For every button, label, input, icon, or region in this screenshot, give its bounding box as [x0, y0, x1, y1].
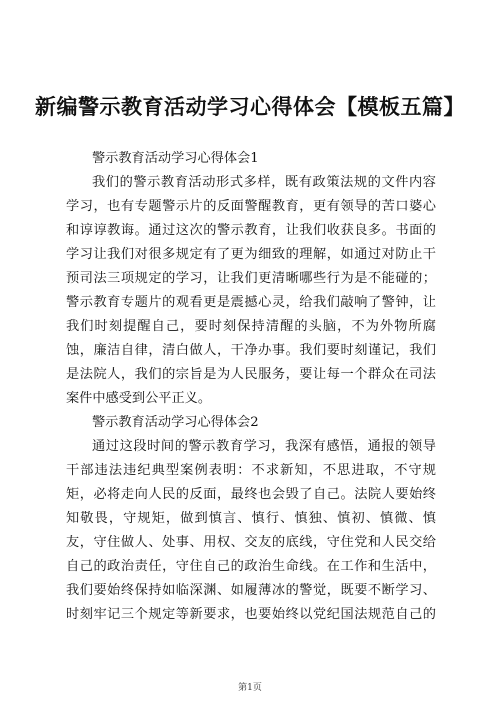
- section-heading-2: 警示教育活动学习心得体会2: [92, 415, 259, 430]
- paragraph-line: 警示教育专题片的观看更是震撼心灵，给我们敲响了警钟，让: [66, 295, 436, 310]
- paragraph-line: 学习让我们对很多规定有了更为细致的理解，如通过对防止干: [66, 247, 436, 262]
- paragraph-line: 预司法三项规定的学习，让我们更清晰哪些行为是不能碰的；: [66, 271, 436, 286]
- paragraph-line: 矩，必将走向人民的反面，最终也会毁了自己。法院人要始终: [66, 487, 436, 502]
- paragraph-line: 案件中感受到公平正义。: [66, 391, 212, 406]
- paragraph-line: 蚀，廉洁自律，清白做人，干净办事。我们要时刻谨记，我们: [66, 343, 436, 358]
- paragraph-line: 我们时刻提醒自己，要时刻保持清醒的头脑，不为外物所腐: [66, 319, 436, 334]
- paragraph-line: 干部违法违纪典型案例表明：不求新知，不思进取，不守规: [66, 463, 436, 478]
- page-number: 第1页: [238, 683, 262, 693]
- paragraph-line: 知敬畏，守规矩，做到慎言、慎行、慎独、慎初、慎微、慎: [66, 511, 436, 526]
- paragraph-line: 通过这段时间的警示教育学习，我深有感悟，通报的领导: [92, 439, 436, 454]
- section-heading-1: 警示教育活动学习心得体会1: [92, 151, 259, 166]
- document-body: [66, 147, 436, 627]
- paragraph-line: 学习，也有专题警示片的反面警醒教育，更有领导的苦口婆心: [66, 199, 436, 214]
- paragraph-line: 是法院人，我们的宗旨是为人民服务，要让每一个群众在司法: [66, 367, 436, 382]
- paragraph-line: 自己的政治责任，守住自己的政治生命线。在工作和生活中，: [66, 559, 436, 574]
- document-title: 新编警示教育活动学习心得体会【模板五篇】: [35, 95, 465, 119]
- paragraph-line: 和谆谆教诲。通过这次的警示教育，让我们收获良多。书面的: [66, 223, 436, 238]
- paragraph-line: 我们要始终保持如临深渊、如履薄冰的警觉，既要不断学习、: [66, 583, 436, 598]
- paragraph-line: 友，守住做人、处事、用权、交友的底线，守住党和人民交给: [66, 535, 436, 550]
- paragraph-line: 时刻牢记三个规定等新要求，也要始终以党纪国法规范自己的: [66, 607, 436, 622]
- paragraph-line: 我们的警示教育活动形式多样，既有政策法规的文件内容: [92, 175, 436, 190]
